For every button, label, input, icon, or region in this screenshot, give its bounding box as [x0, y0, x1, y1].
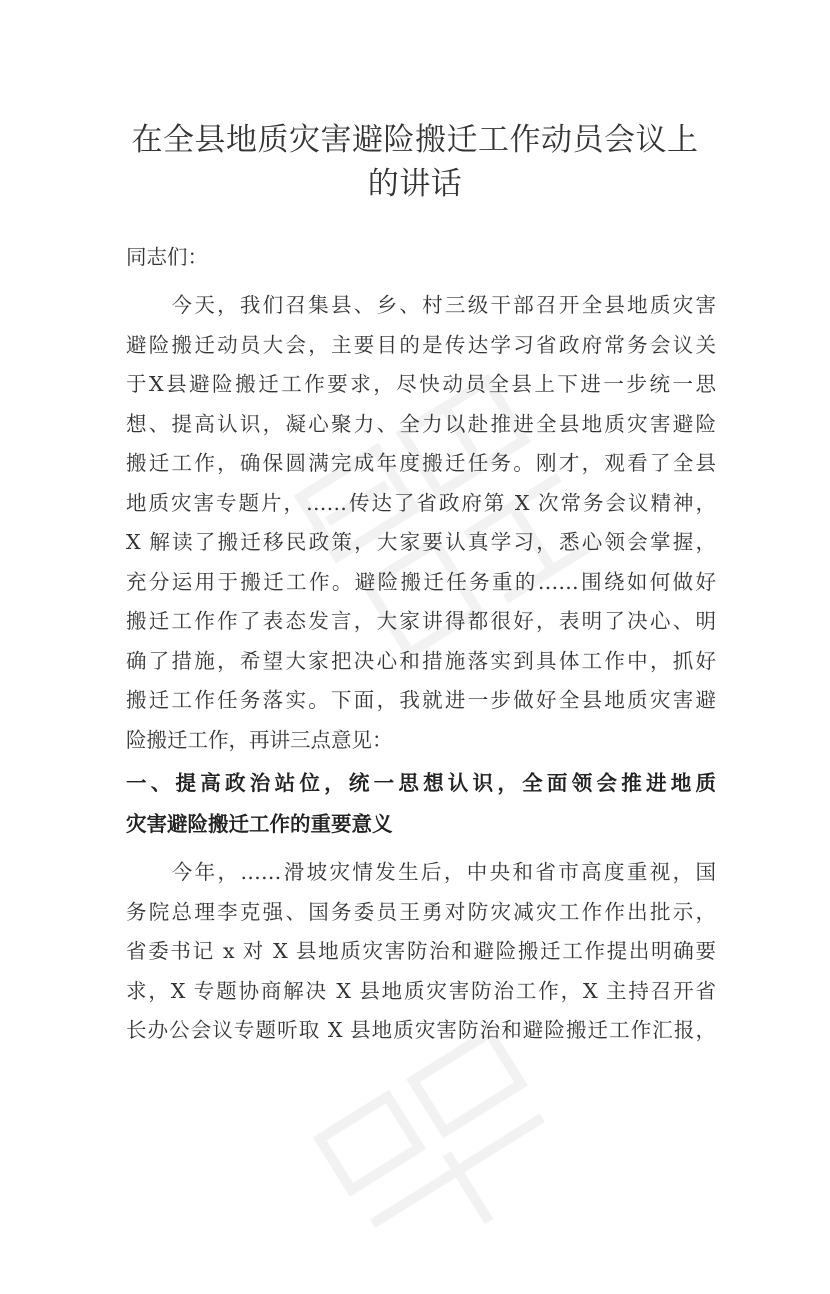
- title-line: 的讲话: [367, 166, 463, 202]
- text-line: 今天，我们召集县、乡、村三级干部召开全县地质灾害: [126, 293, 716, 317]
- text-line: 充分运用于搬迁工作。避险搬迁任务重的……围绕如何做好: [126, 569, 716, 594]
- text-line: 今年，……滑坡灾情发生后，中央和省市高度重视，国: [126, 860, 716, 884]
- text-line: 想、提高认识，凝心聚力、全力以赴推进全县地质灾害避险: [126, 411, 716, 436]
- text-line: 避险搬迁动员大会，主要目的是传达学习省政府常务会议关: [126, 332, 716, 357]
- text-line: 长办公会议专题听取 X 县地质灾害防治和避险搬迁工作汇报，: [126, 1018, 716, 1042]
- salutation: 同志们：: [126, 245, 208, 269]
- title-line: 在全县地质灾害避险搬迁工作动员会议上: [131, 122, 699, 158]
- text-line: 务院总理李克强、国务委员王勇对防灾减灾工作作出批示，: [126, 899, 716, 924]
- text-line: 省委书记 x 对 X 县地质灾害防治和避险搬迁工作提出明确要: [126, 939, 716, 963]
- heading-line: 一、提高政治站位，统一思想认识，全面领会推进地质: [126, 771, 716, 795]
- text-line: X 解读了搬迁移民政策，大家要认真学习，悉心领会掌握，: [126, 530, 716, 554]
- text-line: 于X县避险搬迁工作要求，尽快动员全县上下进一步统一思: [126, 372, 716, 396]
- paragraph-section-1: [126, 853, 716, 1051]
- text-line: 确了措施，希望大家把决心和措施落实到具体工作中，抓好: [126, 648, 716, 673]
- text-line: 求，X 专题协商解决 X 县地质灾害防治工作，X 主持召开省: [126, 978, 716, 1003]
- text-line: 搬迁工作，确保圆满完成年度搬迁任务。刚才，观看了全县: [126, 451, 716, 475]
- text-line: 搬迁工作作了表态发言，大家讲得都很好，表明了决心、明: [126, 609, 716, 633]
- heading-line: 灾害避险搬迁工作的重要意义: [126, 812, 393, 836]
- text-line: 搬迁工作任务落实。下面，我就进一步做好全县地质灾害避: [126, 688, 716, 712]
- text-line: 地质灾害专题片，……传达了省政府第 X 次常务会议精神，: [126, 490, 716, 515]
- paragraph-intro: [126, 286, 716, 760]
- section-heading-1: [126, 763, 716, 845]
- text-line: 险搬迁工作，再讲三点意见：: [126, 727, 393, 752]
- page-title: [110, 118, 720, 206]
